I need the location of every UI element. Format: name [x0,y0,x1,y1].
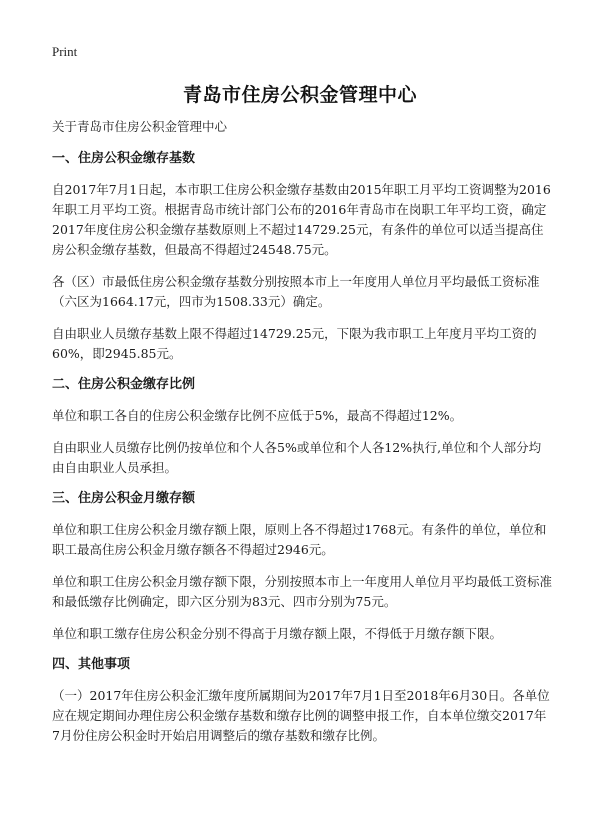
section-heading: 二、住房公积金缴存比例 [52,377,196,392]
paragraph: 自由职业人员缴存基数上限不得超过14729.25元，下限为我市职工上年度月平均工资的60%，即2945.85元。 [52,326,537,361]
paragraph: 单位和职工住房公积金月缴存额上限，原则上各不得超过1768元。有条件的单位，单位和职工最高住房公积金月缴存额各不得超过2946元。 [52,522,547,557]
paragraph: 自2017年7月1日起，本市职工住房公积金缴存基数由2015年职工月平均工资调整为2016年职工月平均工资。根据青岛市统计部门公布的2016年青岛市在岗职工年平均工资，确定2017年度住房公积金缴存基数原则上不超过14729.25元，有条件的单位可以适当提高住房公积金缴存基数，但最高不得超过24548.75元。 [52,182,551,257]
section-contribution-rate [52,376,552,478]
paragraph: 单位和职工各自的住房公积金缴存比例不应低于5%，最高不得超过12%。 [52,408,463,423]
document-body [52,118,552,758]
document-title: 青岛市住房公积金管理中心 [182,84,417,106]
paragraph: 自由职业人员缴存比例仍按单位和个人各5%或单位和个人各12%执行,单位和个人部分均由自由职业人员承担。 [52,440,542,475]
section-heading: 一、住房公积金缴存基数 [52,151,196,166]
section-heading: 四、其他事项 [52,657,131,672]
paragraph: 单位和职工缴存住房公积金分别不得高于月缴存额上限，不得低于月缴存额下限。 [52,626,503,641]
paragraph: （一）2017年住房公积金汇缴年度所属期间为2017年7月1日至2018年6月30日。各单位应在规定期间办理住房公积金缴存基数和缴存比例的调整申报工作，自本单位缴交2017年7月份住房公积金时开始启用调整后的缴存基数和缴存比例。 [52,688,550,743]
print-link[interactable]: Print [52,44,78,59]
section-other-matters [52,656,552,746]
section-heading: 三、住房公积金月缴存额 [52,491,196,506]
paragraph: 单位和职工住房公积金月缴存额下限，分别按照本市上一年度用人单位月平均最低工资标准和最低缴存比例确定，即六区分别为83元、四市分别为75元。 [52,574,553,609]
issuer-line: 关于青岛市住房公积金管理中心 [52,119,228,134]
section-monthly-amount [52,490,552,644]
paragraph: 各（区）市最低住房公积金缴存基数分别按照本市上一年度用人单位月平均最低工资标准（六区为1664.17元，四市为1508.33元）确定。 [52,274,540,309]
section-contribution-base [52,150,552,364]
